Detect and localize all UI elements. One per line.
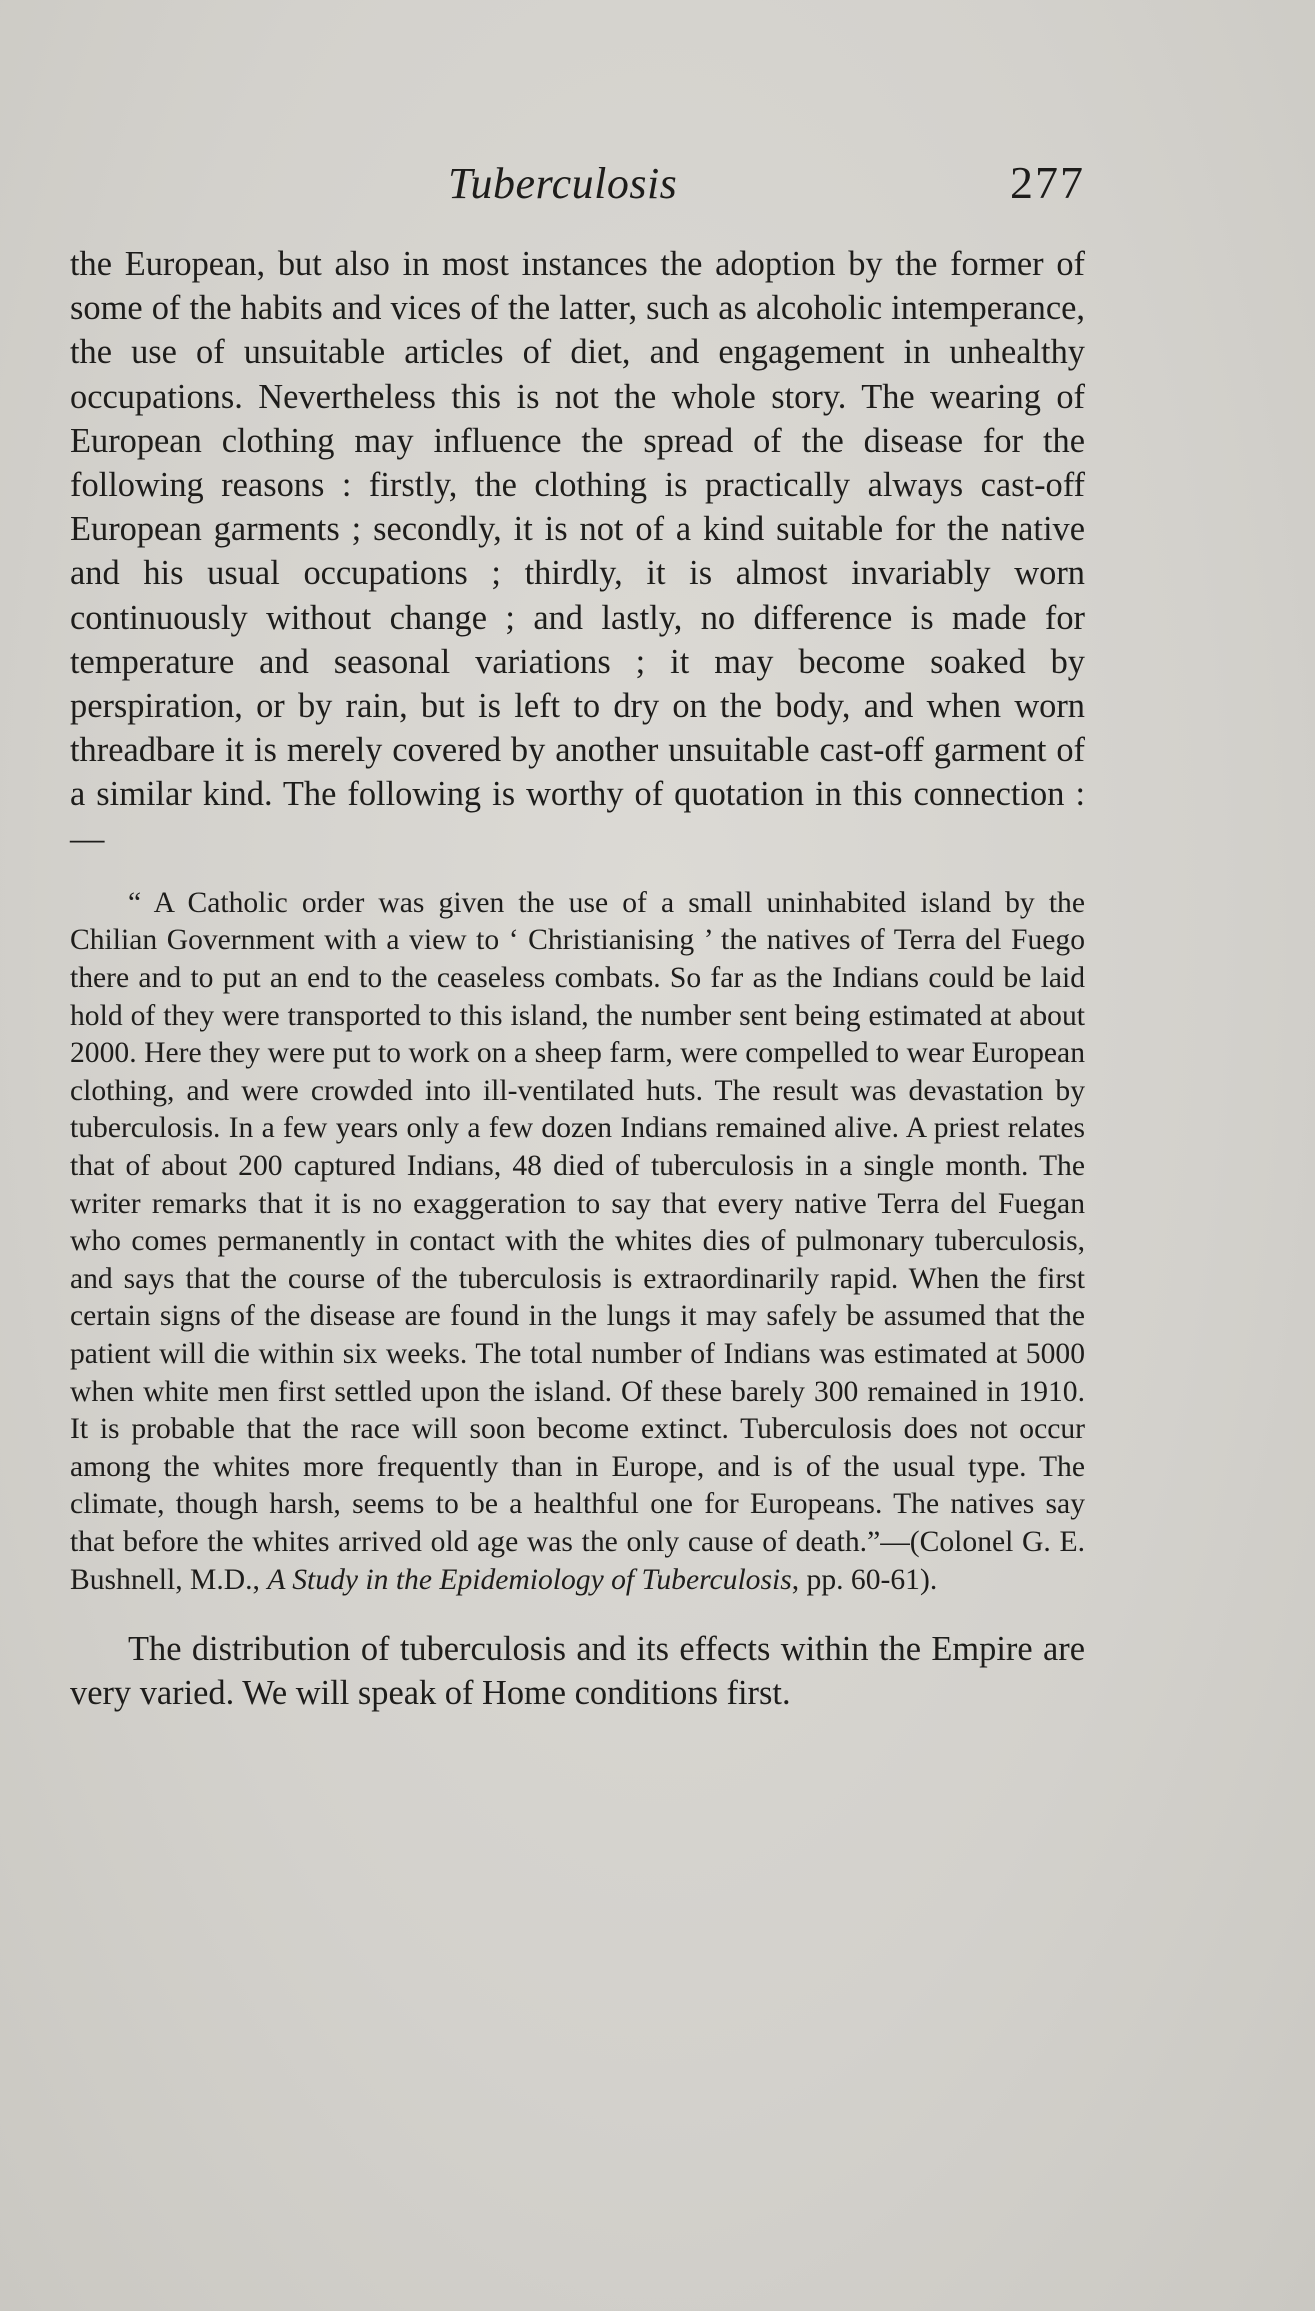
citation-pages: , pp. 60-61).	[791, 1563, 938, 1596]
running-title: Tuberculosis	[448, 159, 678, 208]
quotation-text: “ A Catholic order was given the use of a small uninhabited island by the Chilian Government with a view to ‘ Christianising ’ the natives of Terra del Fuego there and to put an end to the ceaseless combats. So far as the Indians could be laid hold of they were transported to this island, the number sent being estimated at about 2000. Here they were put to work on a sheep farm, were compelled to wear European clothing, and were crowded into ill-ventilated huts. The result was devastation by tuberculosis. In a few years only a few dozen Indians remained alive. A priest relates that of about 200 captured Indians, 48 died of tuberculosis in a single month. The writer remarks that it is no exaggeration to say that every native Terra del Fuegan who comes permanently in contact with the whites dies of pulmonary tuberculosis, and says that the course of the tuberculosis is extraordinarily rapid. When the first certain signs of the disease are found in the lungs it may safely be assumed that the patient will die within six weeks. The total number of Indians was estimated at 5000 when white men first settled upon the island. Of these barely 300 remained in 1910. It is probable that the race will soon become extinct. Tuberculosis does not occur among the whites more frequently than in Europe, and is of the usual type. The climate, though harsh, seems to be a healthful one for Europeans. The natives say that before the whites arrived old age was the only cause of death.”—(Colonel G. E. Bushnell, M.D.,	[70, 886, 1085, 1596]
page-header	[70, 150, 1085, 220]
quotation-block	[70, 885, 1085, 1599]
citation-title: A Study in the Epidemiology of Tuberculosis	[267, 1563, 792, 1596]
body-paragraph-1: the European, but also in most instances the adoption by the former of some of the habits and vices of the latter, such as alcoholic intemperance, the use of unsuitable articles of diet, and engagement in unhealthy occupations. Nevertheless this is not the whole story. The wearing of European clothing may influence the spread of the disease for the following reasons : firstly, the clothing is practically always cast-off European garments ; secondly, it is not of a kind suitable for the native and his usual occupations ; thirdly, it is almost invariably worn continuously without change ; and lastly, no difference is made for temperature and seasonal variations ; it may become soaked by perspiration, or by rain, but is left to dry on the body, and when worn threadbare it is merely covered by another unsuitable cast-off garment of a similar kind. The following is worthy of quotation in this connection :—	[70, 245, 1085, 858]
book-page	[70, 150, 1085, 1716]
body-paragraph-2: The distribution of tuberculosis and its effects within the Empire are very varied. We will speak of Home conditions first.	[70, 1630, 1085, 1713]
page-number: 277	[1010, 157, 1085, 208]
